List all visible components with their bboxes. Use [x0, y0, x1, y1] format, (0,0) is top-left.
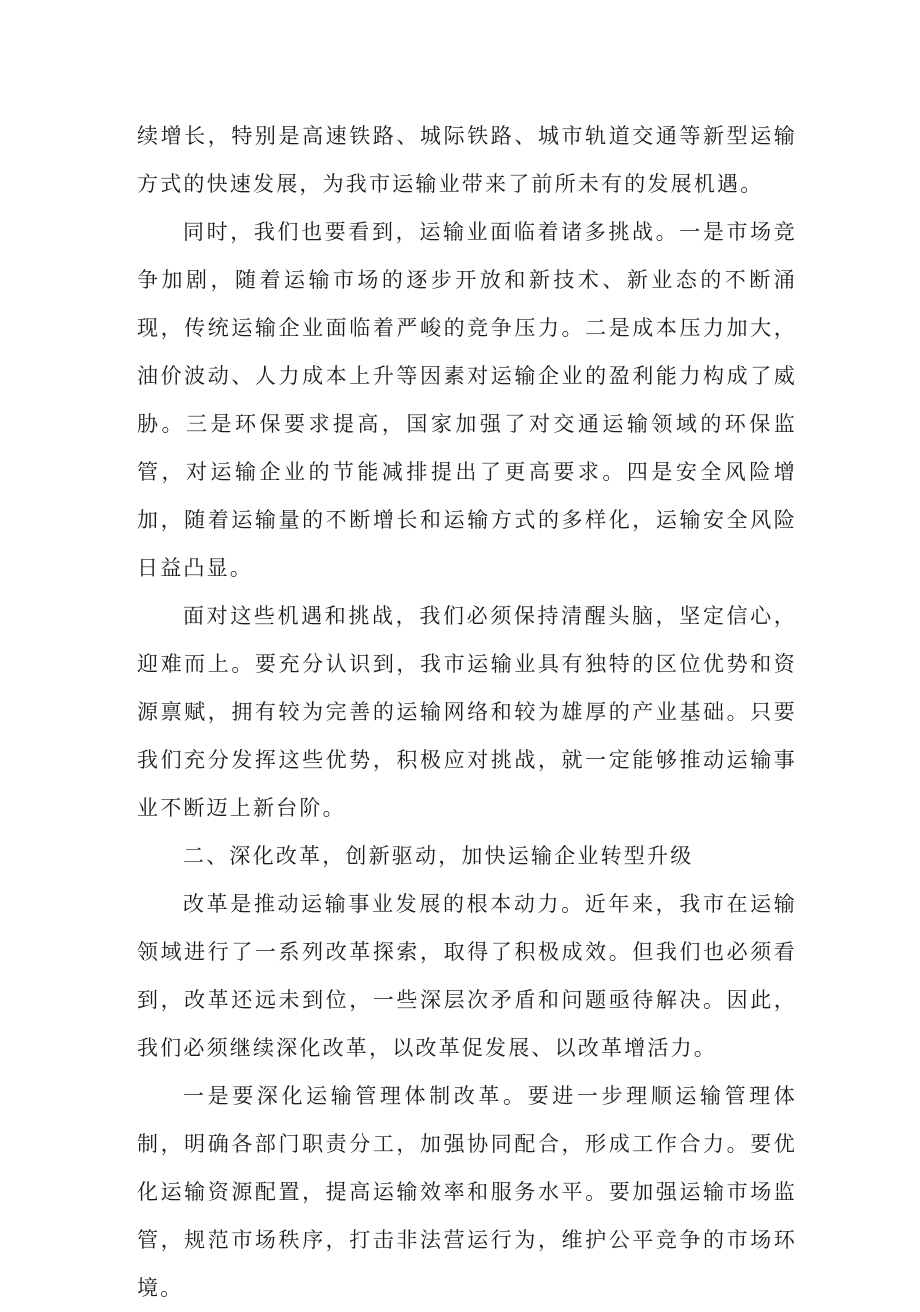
document-body: [137, 112, 797, 1312]
paragraph-5: 一是要深化运输管理体制改革。要进一步理顺运输管理体制，明确各部门职责分工，加强协同配合，形成工作合力。要优化运输资源配置，提高运输效率和服务水平。要加强运输市场监管，规范市场秩序，打击非法营运行为，维护公平竞争的市场环境。: [137, 1084, 797, 1300]
paragraph-4: 改革是推动运输事业发展的根本动力。近年来，我市在运输领域进行了一系列改革探索，取得了积极成效。但我们也必须看到，改革还远未到位，一些深层次矛盾和问题亟待解决。因此，我们必须继续深化改革，以改革促发展、以改革增活力。: [137, 892, 797, 1060]
section-heading: 二、深化改革，创新驱动，加快运输企业转型升级: [183, 844, 694, 868]
paragraph-1: 续增长，特别是高速铁路、城际铁路、城市轨道交通等新型运输方式的快速发展，为我市运输业带来了前所未有的发展机遇。: [137, 124, 797, 196]
paragraph-3: 面对这些机遇和挑战，我们必须保持清醒头脑，坚定信心，迎难而上。要充分认识到，我市运输业具有独特的区位优势和资源禀赋，拥有较为完善的运输网络和较为雄厚的产业基础。只要我们充分发挥这些优势，积极应对挑战，就一定能够推动运输事业不断迈上新台阶。: [137, 604, 797, 820]
paragraph-2: 同时，我们也要看到，运输业面临着诸多挑战。一是市场竞争加剧，随着运输市场的逐步开放和新技术、新业态的不断涌现，传统运输企业面临着严峻的竞争压力。二是成本压力加大，油价波动、人力成本上升等因素对运输企业的盈利能力构成了威胁。三是环保要求提高，国家加强了对交通运输领域的环保监管，对运输企业的节能减排提出了更高要求。四是安全风险增加，随着运输量的不断增长和运输方式的多样化，运输安全风险日益凸显。: [137, 220, 797, 580]
